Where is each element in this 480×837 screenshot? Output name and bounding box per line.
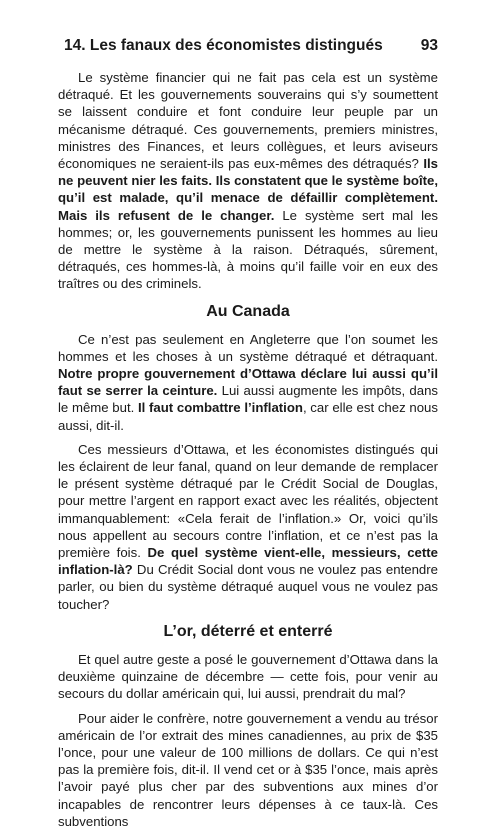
- paragraph-3-text-b: Du Crédit Social dont vous ne voulez pas entendre parler, ou bien du système détraqué auquel vous ne voulez pas toucher?: [58, 562, 438, 612]
- paragraph-1-text-a: Le système financier qui ne fait pas cela est un système détraqué. Et les gouvernements souverains qui s’y soumettent se laissent conduire et font conduire leur peuple par un mécanisme détraqué. Ces gouvernements, premiers ministres, ministres des Finances, et leurs collègues, et leurs aviseurs économiques ne seraient-ils pas eux-mêmes des détraqués?: [58, 70, 438, 172]
- paragraph-5: Pour aider le confrère, notre gouvernement a vendu au trésor américain de l’or extrait des mines canadiennes, au prix de $35 l’once, pour une valeur de 100 millions de dollars. Ce qui n’est pas la première fois, dit-il. Il vend cet or à $35 l’once, mais après l’avoir payé plus cher par des subventions aux mines d’or incapables de rencontrer leurs dépenses à ce taux-là. Ces subventions: [58, 710, 438, 829]
- paragraph-3-text-a: Ces messieurs d’Ottawa, et les économistes distingués qui les éclairent de leur fanal, quand on leur demande de remplacer le présent système détraqué par le Crédit Social de Douglas, pour mettre l’argent en rapport exact avec les réalités, objectent immanquablement: «Cela ferait de l’inflation.» Or, voici qu’ils nous appellent au secours contre l’inflation, et ce n’est pas la première fois.: [58, 441, 438, 561]
- section-heading-canada: Au Canada: [206, 302, 290, 320]
- paragraph-2-bold-a: Notre propre gouvernement d’Ottawa déclare lui aussi qu’il faut se serrer la ceinture.: [58, 366, 438, 399]
- paragraph-3-bold: De quel système vient-elle, messieurs, cette inflation-là?: [58, 545, 438, 578]
- section-heading-or: L’or, déterré et enterré: [163, 622, 333, 640]
- paragraph-2-text-a: Ce n’est pas seulement en Angleterre que l’on soumet les hommes et les choses à un système détraqué et détraquant.: [58, 331, 438, 364]
- paragraph-3: [58, 441, 438, 613]
- paragraph-2-text-c: , car elle est chez nous aussi, dit-il.: [58, 400, 438, 433]
- running-header: [58, 36, 438, 56]
- paragraph-1-text-b: Le système sert mal les hommes; or, les gouvernements punissent les hommes au lieu de mettre le système à la raison. Détraqués, sûrement, détraqués, ces hommes-là, à moins qu’il faille voir en eux des traîtres ou des criminels.: [58, 207, 438, 292]
- page-number: 93: [420, 37, 438, 54]
- paragraph-1-bold: Ils ne peuvent nier les faits. Ils constatent que le système boîte, qu’il est malade, qu’il menace de défaillir complètement. Mais ils refusent de le changer.: [58, 156, 438, 223]
- chapter-title: 14. Les fanaux des économistes distingués: [64, 37, 383, 54]
- paragraph-2-bold-b: Il faut combattre l’inflation: [138, 400, 303, 416]
- paragraph-1: [58, 69, 438, 293]
- book-page: [58, 36, 438, 837]
- paragraph-4: Et quel autre geste a posé le gouvernement d’Ottawa dans la deuxième quinzaine de décembre — cette fois, pour venir au secours du dollar américain qui, lui aussi, prendrait du mal?: [58, 651, 438, 702]
- paragraph-2: [58, 331, 438, 434]
- paragraph-2-text-b: Lui aussi augmente les impôts, dans le même but.: [58, 383, 439, 416]
